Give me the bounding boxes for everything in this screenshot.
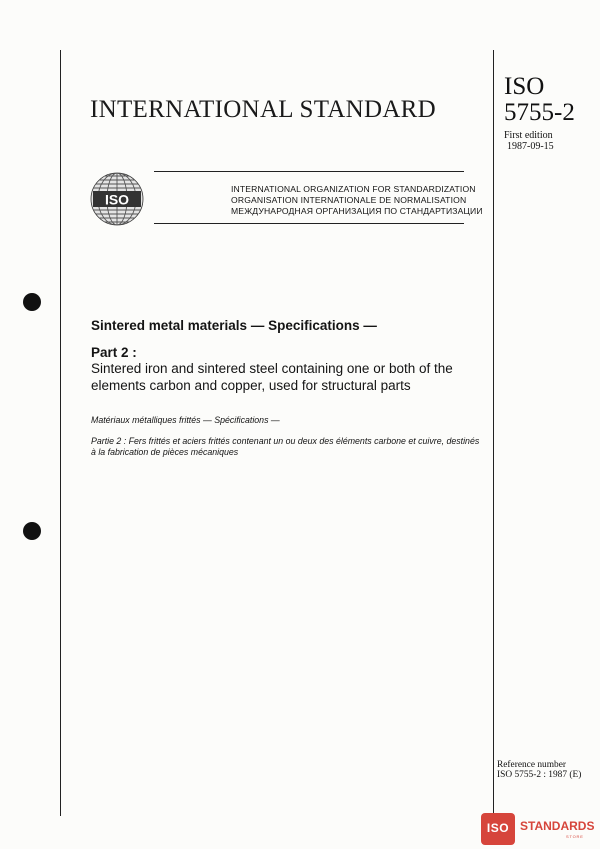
part-label: Part 2 : <box>91 345 137 360</box>
edition-label: First edition <box>504 130 553 141</box>
org-name-russian: МЕЖДУНАРОДНАЯ ОРГАНИЗАЦИЯ ПО СТАНДАРТИЗАЦИИ <box>231 206 483 216</box>
iso-logo-icon <box>90 172 144 226</box>
frame-left-line <box>60 50 61 816</box>
part-title: Sintered iron and sintered steel containing one or both of the elements carbon and copper, used for structural parts <box>91 361 453 393</box>
french-part-title: Partie 2 : Fers frittés et aciers frittés contenant un ou deux des éléments carbone et cuivre, destinés à la fabrication de pièces mécaniques <box>91 436 480 457</box>
watermark-text: STANDARDS <box>520 819 595 833</box>
document-type-title: INTERNATIONAL STANDARD <box>90 96 437 123</box>
iso-label: ISO <box>504 73 545 100</box>
frame-right-line <box>493 50 494 816</box>
edition-date: 1987-09-15 <box>507 141 554 152</box>
reference-number-label: Reference number <box>497 760 566 770</box>
org-name-french: ORGANISATION INTERNATIONALE DE NORMALISATION <box>231 195 467 205</box>
punch-hole-bottom <box>23 522 41 540</box>
reference-number-value: ISO 5755-2 : 1987 (E) <box>497 770 582 780</box>
iso-number: 5755-2 <box>504 99 575 126</box>
watermark-badge-text: ISO <box>486 821 510 835</box>
org-name-english: INTERNATIONAL ORGANIZATION FOR STANDARDIZATION <box>231 184 476 194</box>
subject-heading: Sintered metal materials — Specifications — <box>91 318 377 333</box>
french-subject: Matériaux métalliques frittés — Spécifications — <box>91 415 280 425</box>
rule-bottom <box>154 223 464 224</box>
watermark-badge <box>481 813 515 845</box>
logo-text: ISO <box>104 191 130 208</box>
punch-hole-top <box>23 293 41 311</box>
rule-top <box>154 171 464 172</box>
watermark-subtext: STORE <box>566 834 584 839</box>
